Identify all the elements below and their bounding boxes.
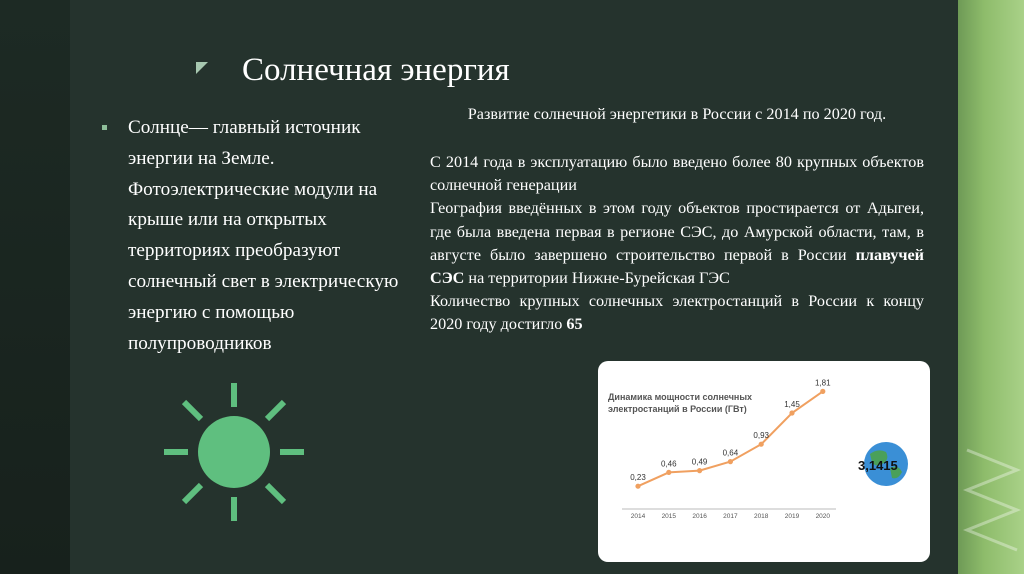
chart-point [759,442,764,447]
paragraph-geography [430,197,924,290]
chart-point [789,410,794,415]
globe-icon [856,434,916,494]
chart-x-tick-label: 2015 [661,513,677,520]
chart-point [666,470,671,475]
right-heading: Развитие солнечной энергетики в России с 2014 по 2020 год. [467,105,887,123]
chart-point [820,389,825,394]
right-text-block [430,151,924,337]
count-bold: 65 [566,315,583,334]
chart-x-tick-label: 2018 [753,513,769,520]
chart-data-label: 1,81 [815,378,831,388]
right-background-strip [958,0,1024,574]
bullet-icon [102,125,107,130]
chart-x-tick-label: 2014 [630,513,646,520]
chart-x-tick-label: 2017 [723,513,738,520]
chart-data-label: 0,93 [753,431,769,441]
decorative-pattern-icon [962,440,1022,560]
chart-data-label: 1,45 [784,400,800,409]
paragraph-geography-text: География введённых в этом году объектов простирается от Адыгеи, где была введена первая в регионе СЭС, до Амурской области, там, в августе было завершено строительство первой в России [430,199,924,264]
sun-icon [162,380,306,524]
paragraph-count [430,290,924,336]
chart-data-label: 0,46 [661,459,677,469]
chart-point [697,468,702,473]
paragraph-geography-end: на территории Нижне-Бурейская ГЭС [464,269,730,288]
paragraph-count-text: Количество крупных солнечных электростанций в России к концу 2020 году достигло [430,292,924,334]
paragraph-objects: С 2014 года в эксплуатацию было введено более 80 крупных объектов солнечной генерации [430,153,924,195]
chart-x-tick-label: 2016 [692,513,707,520]
left-background-strip [0,0,70,574]
chart-data-label: 0,64 [722,448,739,458]
chart-data-label: 0,23 [630,473,646,483]
left-paragraph: Солнце— главный источник энергии на Земле. Фотоэлектрические модули на крыше или на открытых территориях преобразуют солнечный свет в электрическую энергию с помощью полупроводников [128,117,399,354]
slide-title: Солнечная энергия [242,52,510,88]
globe-label: 3,1415 [858,458,898,473]
chart-x-tick-label: 2020 [815,513,831,520]
floating-ses-bold: плавучей СЭС [430,245,924,288]
chart-card [598,361,930,562]
chart-x-tick-label: 2019 [784,513,800,520]
left-text-block [102,113,412,359]
title-marker-icon [196,62,208,74]
chart-title: Динамика мощности солнечных электростанций в России (ГВт) [608,392,753,414]
chart-data-label: 0,49 [691,457,708,467]
chart-point [728,459,733,464]
chart-point [635,484,640,489]
